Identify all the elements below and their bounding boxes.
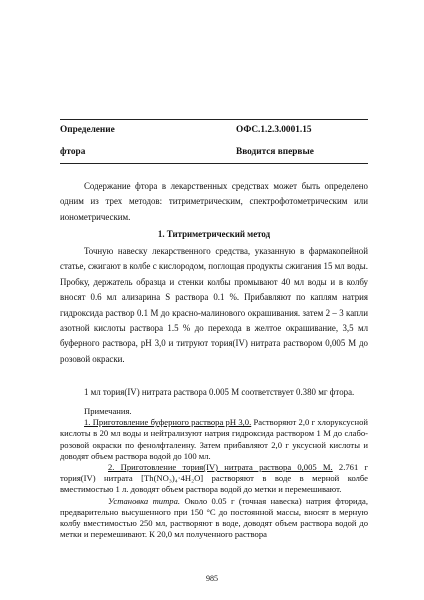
notes-block xyxy=(60,406,368,540)
titer-label: Установка титра. xyxy=(108,495,181,506)
header-code-line1: ОФС.1.2.3.0001.15 xyxy=(236,125,312,135)
note-2 xyxy=(60,462,368,496)
section-title: 1. Титриметрический метод xyxy=(157,229,271,239)
note-1 xyxy=(60,417,368,462)
note-2-heading: 2. Приготовление тория(IV) нитрата раствора 0,005 М. xyxy=(108,462,333,473)
header-code-line2: Вводится впервые xyxy=(236,147,314,157)
note-1-heading: 1. Приготовление буферного раствора pH 3,0. xyxy=(84,417,252,428)
note-2-text: 2.761 г тория(IV) нитрата [Th(NO₃)₄·4H₂O] растворяют в воде в мерной колбе вместимостью 1 л. доводят объем раствора водой до метки и перемешивают. xyxy=(60,462,368,495)
header-title-line1: Определение xyxy=(60,125,115,135)
header-title-line2: фтора xyxy=(60,147,86,157)
notes-title: Примечания. xyxy=(84,406,132,416)
page-number: 985 xyxy=(206,574,218,583)
titer-paragraph xyxy=(60,496,368,541)
titer-text: Около 0.05 г (точная навеска) натрия фторида, предварительно высушенного при 150 °С до постоянной массы, вносят в мерную колбу вместимостью 250 мл, растворяют в воде, доводят объем раствора водой до метки и перемешивают. К 20,0 мл полученного раствора xyxy=(60,495,368,540)
header-title xyxy=(60,119,115,163)
method-paragraph: Точную навеску лекарственного средства, указанную в фармакопейной статье, сжигают в колбе с кислородом, поглощая продукты сжигания 15 мл воды. Пробку, держатель образца и стенки колбы промывают 40 мл воды и в колбу вносят 0.6 мл ализарина S раствора 0.1 %. Прибавляют по каплям натрия гидроксида раствор 0.1 М до красно-малинового окрашивания. затем 2 – 3 капли азотной кислоты раствора 1.5 % до перехода в желтое окрашивание, 3,5 мл буферного раствора, pH 3,0 и титруют тория(IV) нитрата раствором 0,005 М до розовой окраски. xyxy=(60,246,368,364)
equivalence-paragraph: 1 мл тория(IV) нитрата раствора 0.005 М соответствует 0.380 мг фтора. xyxy=(84,387,355,397)
intro-paragraph: Содержание фтора в лекарственных средствах может быть определено одним из трех методов: титриметрическим, спектрофотометрическим или ионометрическим. xyxy=(60,181,368,222)
note-1-text: Растворяют 2,0 г хлоруксусной кислоты в 20 мл воды и нейтрализуют натрия гидроксида раствором 1 М до слабо-розовой окраски по фенолфталеину. Затем прибавляют 2,0 г уксусной кислоты и доводят объем раствора водой до 100 мл. xyxy=(60,417,368,461)
header-code xyxy=(236,119,314,163)
header-bottom-rule xyxy=(60,163,368,164)
